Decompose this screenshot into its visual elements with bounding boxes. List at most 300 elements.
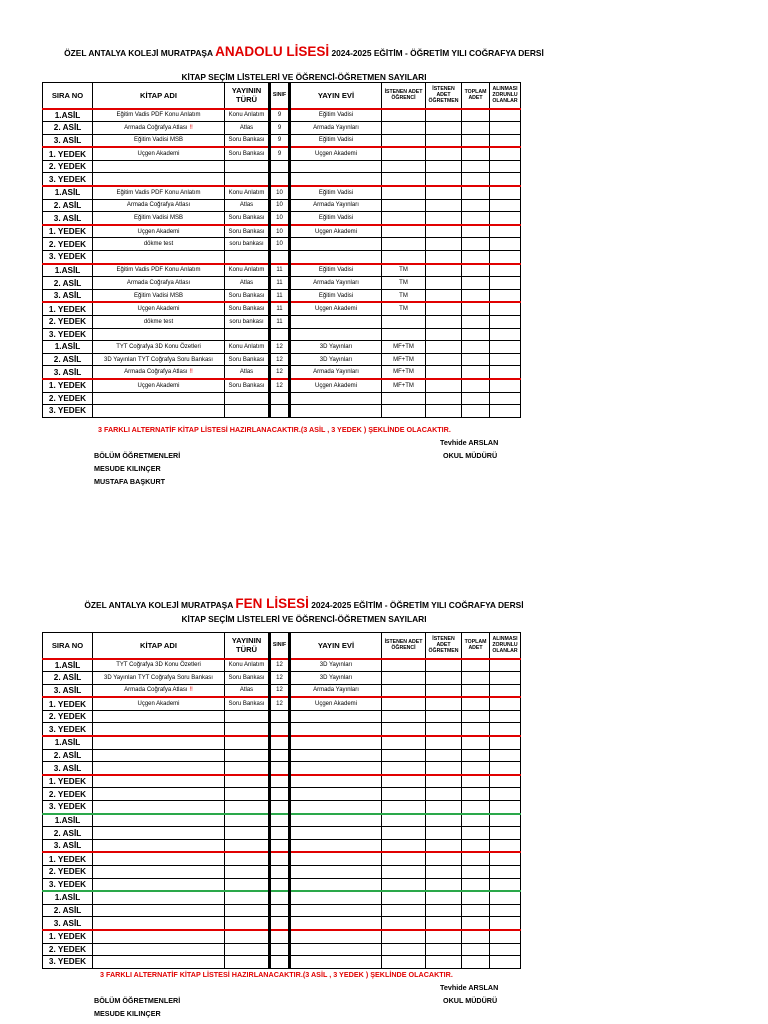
ogretmen-adet-cell (426, 891, 462, 904)
kitap-adi-cell (93, 160, 225, 173)
kitap-adi-cell (93, 762, 225, 775)
yayin-evi-cell: Eğitim Vadisi (290, 134, 382, 147)
sinif-cell (270, 392, 290, 405)
zorunlu-cell (490, 328, 521, 341)
toplam-adet-cell (462, 173, 490, 186)
zorunlu-cell (490, 866, 521, 879)
sinif-cell: 11 (270, 289, 290, 302)
yayin-evi-cell (290, 749, 382, 762)
table-row (43, 697, 521, 710)
sinif-cell (270, 788, 290, 801)
header-toplam: TOPLAM ADET (462, 633, 490, 659)
sheet2-note: 3 FARKLI ALTERNATİF KİTAP LİSTESİ HAZIRLANACAKTIR.(3 ASİL , 3 YEDEK ) ŞEKLİNDE OLACAKTIR. (100, 970, 453, 979)
kitap-adi-cell (93, 392, 225, 405)
yayin-evi-cell (290, 328, 382, 341)
table-row (43, 852, 521, 865)
table-row (43, 212, 521, 225)
sinif-cell: 12 (270, 672, 290, 685)
table-row (43, 672, 521, 685)
sira-no-cell: 1.ASİL (43, 814, 93, 827)
kitap-adi-cell (93, 405, 225, 418)
toplam-adet-cell (462, 684, 490, 697)
kitap-adi-cell (93, 956, 225, 969)
sinif-cell (270, 814, 290, 827)
toplam-adet-cell (462, 147, 490, 160)
yayin-turu-cell (225, 866, 270, 879)
zorunlu-cell (490, 827, 521, 840)
yayin-turu-cell: Soru Bankası (225, 379, 270, 392)
ogretmen-adet-cell (426, 697, 462, 710)
ogrenci-adet-cell: MF+TM (382, 353, 426, 366)
sheet1-subtitle: KİTAP SEÇİM LİSTELERİ VE ÖĞRENCİ-ÖĞRETMEN SAYILARI (181, 72, 427, 82)
kitap-adi-text: Uçgen Akademi (137, 151, 180, 158)
yayin-turu-cell (225, 762, 270, 775)
sira-no-cell: 3. YEDEK (43, 328, 93, 341)
ogrenci-adet-cell (382, 392, 426, 405)
ogretmen-adet-cell (426, 147, 462, 160)
sheet1-principal-title: OKUL MÜDÜRÜ (443, 451, 498, 460)
yayin-turu-cell: Soru Bankası (225, 212, 270, 225)
ogrenci-adet-cell (382, 788, 426, 801)
table-row (43, 710, 521, 723)
zorunlu-cell (490, 212, 521, 225)
yayin-turu-cell: Soru Bankası (225, 697, 270, 710)
yayin-evi-cell (290, 392, 382, 405)
yayin-evi-cell (290, 917, 382, 930)
table-row (43, 134, 521, 147)
ogrenci-adet-cell (382, 866, 426, 879)
ogretmen-adet-cell (426, 839, 462, 852)
toplam-adet-cell (462, 302, 490, 315)
table-row (43, 277, 521, 290)
zorunlu-cell (490, 134, 521, 147)
yayin-turu-cell (225, 801, 270, 814)
kitap-adi-text: Eğitim Vadisi MSB (134, 215, 183, 222)
sira-no-cell: 3. ASİL (43, 839, 93, 852)
ogretmen-adet-cell (426, 173, 462, 186)
yayin-evi-cell: 3D Yayınları (290, 341, 382, 354)
table-row (43, 684, 521, 697)
kitap-adi-cell (93, 302, 225, 315)
ogrenci-adet-cell (382, 316, 426, 329)
yayin-turu-cell: Soru Bankası (225, 353, 270, 366)
sira-no-cell: 1.ASİL (43, 891, 93, 904)
sinif-cell (270, 904, 290, 917)
toplam-adet-cell (462, 109, 490, 122)
table-row (43, 238, 521, 251)
yayin-turu-cell: Soru Bankası (225, 289, 270, 302)
toplam-adet-cell (462, 277, 490, 290)
sinif-cell: 10 (270, 225, 290, 238)
toplam-adet-cell (462, 225, 490, 238)
ogretmen-adet-cell (426, 723, 462, 736)
yayin-evi-cell (290, 852, 382, 865)
yayin-evi-cell: Eğitim Vadisi (290, 289, 382, 302)
ogretmen-adet-cell (426, 710, 462, 723)
sira-no-cell: 1. YEDEK (43, 775, 93, 788)
zorunlu-cell (490, 186, 521, 199)
toplam-adet-cell (462, 775, 490, 788)
yayin-evi-cell: 3D Yayınları (290, 353, 382, 366)
zorunlu-cell (490, 878, 521, 891)
table-row (43, 749, 521, 762)
toplam-adet-cell (462, 723, 490, 736)
kitap-adi-cell (93, 788, 225, 801)
sira-no-cell: 3. ASİL (43, 917, 93, 930)
kitap-adi-cell (93, 891, 225, 904)
toplam-adet-cell (462, 839, 490, 852)
toplam-adet-cell (462, 736, 490, 749)
ogrenci-adet-cell (382, 212, 426, 225)
zorunlu-cell (490, 405, 521, 418)
ogretmen-adet-cell (426, 341, 462, 354)
table-row (43, 316, 521, 329)
sira-no-cell: 2. ASİL (43, 122, 93, 135)
sheet2-book-table (42, 632, 521, 969)
sira-no-cell: 3. ASİL (43, 134, 93, 147)
table-row (43, 264, 521, 277)
toplam-adet-cell (462, 186, 490, 199)
ogrenci-adet-cell (382, 762, 426, 775)
ogrenci-adet-cell (382, 917, 426, 930)
ogretmen-adet-cell (426, 736, 462, 749)
zorunlu-cell (490, 264, 521, 277)
ogrenci-adet-cell (382, 710, 426, 723)
kitap-adi-cell (93, 186, 225, 199)
yayin-evi-cell (290, 160, 382, 173)
sheet1-school-name: ANADOLU LİSESİ (215, 44, 330, 59)
yayin-evi-cell: 3D Yayınları (290, 659, 382, 672)
sinif-cell (270, 173, 290, 186)
yayin-evi-cell (290, 405, 382, 418)
zorunlu-cell (490, 930, 521, 943)
sinif-cell: 9 (270, 147, 290, 160)
yayin-turu-cell: Soru Bankası (225, 302, 270, 315)
sira-no-cell: 3. ASİL (43, 684, 93, 697)
sheet1-book-table (42, 82, 521, 418)
yayin-evi-cell (290, 710, 382, 723)
kitap-adi-text: Eğitim Vadis PDF Konu Anlatım (116, 112, 201, 119)
sinif-cell (270, 839, 290, 852)
sinif-cell (270, 878, 290, 891)
sira-no-cell: 2. YEDEK (43, 866, 93, 879)
sinif-cell: 12 (270, 341, 290, 354)
ogrenci-adet-cell: MF+TM (382, 366, 426, 379)
ogrenci-adet-cell (382, 814, 426, 827)
yayin-turu-cell (225, 878, 270, 891)
kitap-adi-text: Armada Coğrafya Atlası (124, 369, 188, 376)
zorunlu-cell (490, 956, 521, 969)
sira-no-cell: 1. YEDEK (43, 697, 93, 710)
toplam-adet-cell (462, 160, 490, 173)
kitap-adi-cell (93, 943, 225, 956)
toplam-adet-cell (462, 904, 490, 917)
ogretmen-adet-cell (426, 264, 462, 277)
header-kitap: KİTAP ADI (93, 83, 225, 109)
kitap-adi-cell (93, 659, 225, 672)
sinif-cell (270, 866, 290, 879)
zorunlu-cell (490, 723, 521, 736)
sheet2-title (40, 598, 568, 611)
ogretmen-adet-cell (426, 392, 462, 405)
yayin-turu-cell: Soru Bankası (225, 225, 270, 238)
kitap-adi-cell (93, 277, 225, 290)
kitap-adi-cell (93, 147, 225, 160)
sinif-cell: 11 (270, 277, 290, 290)
sira-no-cell: 2. ASİL (43, 353, 93, 366)
kitap-adi-cell (93, 109, 225, 122)
sinif-cell: 12 (270, 659, 290, 672)
yayin-evi-cell: Eğitim Vadisi (290, 109, 382, 122)
sira-no-cell: 2. YEDEK (43, 788, 93, 801)
sinif-cell (270, 852, 290, 865)
zorunlu-cell (490, 904, 521, 917)
sira-no-cell: 3. YEDEK (43, 405, 93, 418)
zorunlu-cell (490, 672, 521, 685)
sinif-cell: 12 (270, 366, 290, 379)
yayin-evi-cell (290, 736, 382, 749)
table-row (43, 366, 521, 379)
toplam-adet-cell (462, 353, 490, 366)
header-zorunlu: ALINMASI ZORUNLU OLANLAR (490, 633, 521, 659)
zorunlu-cell (490, 353, 521, 366)
yayin-evi-cell (290, 904, 382, 917)
sinif-cell (270, 775, 290, 788)
ogretmen-adet-cell (426, 199, 462, 212)
yayin-evi-cell (290, 930, 382, 943)
kitap-adi-cell (93, 122, 225, 135)
zorunlu-cell (490, 852, 521, 865)
table-row (43, 891, 521, 904)
ogretmen-adet-cell (426, 852, 462, 865)
sinif-cell: 10 (270, 238, 290, 251)
kitap-adi-cell (93, 710, 225, 723)
zorunlu-cell (490, 775, 521, 788)
sira-no-cell: 3. YEDEK (43, 173, 93, 186)
ogretmen-adet-cell (426, 801, 462, 814)
toplam-adet-cell (462, 405, 490, 418)
yayin-turu-cell (225, 904, 270, 917)
zorunlu-cell (490, 238, 521, 251)
sira-no-cell: 3. YEDEK (43, 723, 93, 736)
yayin-turu-cell: soru bankası (225, 316, 270, 329)
ogrenci-adet-cell (382, 891, 426, 904)
sinif-cell (270, 723, 290, 736)
sheet2-teachers-label: BÖLÜM ÖĞRETMENLERİ (94, 996, 181, 1005)
sheet1-header-row (43, 83, 521, 109)
ogrenci-adet-cell (382, 839, 426, 852)
header-yayin: YAYIN EVİ (290, 633, 382, 659)
yayin-evi-cell: Armada Yayınları (290, 277, 382, 290)
yayin-evi-cell (290, 801, 382, 814)
table-row (43, 775, 521, 788)
toplam-adet-cell (462, 672, 490, 685)
header-sira: SIRA NO (43, 83, 93, 109)
table-row (43, 147, 521, 160)
sheet2-table-body (43, 659, 521, 969)
kitap-adi-cell (93, 904, 225, 917)
yayin-turu-cell: Atlas (225, 684, 270, 697)
ogrenci-adet-cell (382, 878, 426, 891)
sinif-cell: 12 (270, 697, 290, 710)
zorunlu-cell (490, 225, 521, 238)
ogrenci-adet-cell (382, 749, 426, 762)
yayin-evi-cell (290, 839, 382, 852)
table-row (43, 405, 521, 418)
table-row (43, 173, 521, 186)
sinif-cell (270, 930, 290, 943)
sira-no-cell: 1.ASİL (43, 186, 93, 199)
ogretmen-adet-cell (426, 788, 462, 801)
kitap-adi-text: Armada Coğrafya Atlası (124, 124, 188, 131)
table-row (43, 801, 521, 814)
header-tur: YAYININ TÜRÜ (225, 83, 270, 109)
kitap-adi-cell (93, 749, 225, 762)
sinif-cell: 11 (270, 302, 290, 315)
kitap-adi-text: Uçgen Akademi (137, 382, 180, 389)
kitap-adi-cell (93, 289, 225, 302)
sheet2-title-suffix: 2024-2025 EĞİTİM - ÖĞRETİM YILI COĞRAFYA DERSİ (311, 600, 524, 610)
zorunlu-cell (490, 788, 521, 801)
kitap-adi-cell (93, 225, 225, 238)
toplam-adet-cell (462, 289, 490, 302)
sinif-cell: 9 (270, 122, 290, 135)
sira-no-cell: 2. ASİL (43, 749, 93, 762)
yayin-turu-cell: Atlas (225, 366, 270, 379)
yayin-evi-cell (290, 775, 382, 788)
sinif-cell: 12 (270, 684, 290, 697)
ogrenci-adet-cell (382, 160, 426, 173)
yayin-turu-cell (225, 251, 270, 264)
table-row (43, 736, 521, 749)
zorunlu-cell (490, 839, 521, 852)
ogrenci-adet-cell (382, 801, 426, 814)
yayin-turu-cell: Soru Bankası (225, 672, 270, 685)
toplam-adet-cell (462, 366, 490, 379)
sheet2-teacher-1: MESUDE KILINÇER (94, 1009, 161, 1018)
kitap-adi-cell (93, 917, 225, 930)
ogretmen-adet-cell (426, 316, 462, 329)
sinif-cell: 11 (270, 316, 290, 329)
header-sira: SIRA NO (43, 633, 93, 659)
toplam-adet-cell (462, 328, 490, 341)
kitap-adi-text: dökme test (143, 241, 174, 248)
kitap-adi-cell (93, 684, 225, 697)
yayin-turu-cell (225, 710, 270, 723)
kitap-adi-text: Eğitim Vadisi MSB (134, 292, 183, 299)
zorunlu-cell (490, 684, 521, 697)
toplam-adet-cell (462, 866, 490, 879)
yayin-turu-cell: Soru Bankası (225, 134, 270, 147)
ogrenci-adet-cell (382, 943, 426, 956)
sinif-cell (270, 827, 290, 840)
toplam-adet-cell (462, 917, 490, 930)
yayin-evi-cell: Armada Yayınları (290, 122, 382, 135)
yayin-turu-cell (225, 405, 270, 418)
sira-no-cell: 1. YEDEK (43, 852, 93, 865)
ogretmen-adet-cell (426, 379, 462, 392)
sira-no-cell: 2. YEDEK (43, 238, 93, 251)
kitap-adi-text: Uçgen Akademi (137, 228, 180, 235)
toplam-adet-cell (462, 891, 490, 904)
sinif-cell (270, 917, 290, 930)
yayin-turu-cell (225, 173, 270, 186)
toplam-adet-cell (462, 697, 490, 710)
table-row (43, 302, 521, 315)
kitap-adi-text: Uçgen Akademi (137, 306, 180, 313)
toplam-adet-cell (462, 852, 490, 865)
sheet1-teacher-2: MUSTAFA BAŞKURT (94, 477, 166, 486)
table-row (43, 762, 521, 775)
table-row (43, 866, 521, 879)
yayin-evi-cell (290, 943, 382, 956)
ogretmen-adet-cell (426, 238, 462, 251)
sira-no-cell: 2. YEDEK (43, 316, 93, 329)
ogrenci-adet-cell (382, 186, 426, 199)
kitap-adi-text: Eğitim Vadisi MSB (134, 137, 183, 144)
yayin-turu-cell (225, 956, 270, 969)
ogretmen-adet-cell (426, 353, 462, 366)
sira-no-cell: 2. YEDEK (43, 392, 93, 405)
yayin-turu-cell: Atlas (225, 277, 270, 290)
ogrenci-adet-cell (382, 904, 426, 917)
ogretmen-adet-cell (426, 827, 462, 840)
ogrenci-adet-cell (382, 328, 426, 341)
yayin-turu-cell (225, 775, 270, 788)
zorunlu-cell (490, 814, 521, 827)
zorunlu-cell (490, 341, 521, 354)
toplam-adet-cell (462, 316, 490, 329)
kitap-adi-cell (93, 736, 225, 749)
ogrenci-adet-cell (382, 697, 426, 710)
table-row (43, 353, 521, 366)
ogrenci-adet-cell: MF+TM (382, 341, 426, 354)
ogrenci-adet-cell: TM (382, 302, 426, 315)
ogrenci-adet-cell (382, 251, 426, 264)
zorunlu-cell (490, 173, 521, 186)
kitap-adi-cell (93, 878, 225, 891)
table-row (43, 392, 521, 405)
ogretmen-adet-cell (426, 225, 462, 238)
ogrenci-adet-cell (382, 405, 426, 418)
yayin-evi-cell (290, 866, 382, 879)
sheet1-teachers-label: BÖLÜM ÖĞRETMENLERİ (94, 451, 181, 460)
ogretmen-adet-cell (426, 775, 462, 788)
sira-no-cell: 1.ASİL (43, 264, 93, 277)
sira-no-cell: 1. YEDEK (43, 930, 93, 943)
ogrenci-adet-cell (382, 134, 426, 147)
sheet1-title-prefix: ÖZEL ANTALYA KOLEJİ MURATPAŞA (64, 48, 213, 58)
yayin-turu-cell (225, 328, 270, 341)
yayin-turu-cell (225, 749, 270, 762)
toplam-adet-cell (462, 943, 490, 956)
kitap-adi-text: Eğitim Vadis PDF Konu Anlatım (116, 267, 201, 274)
yayin-evi-cell: Uçgen Akademi (290, 225, 382, 238)
table-row (43, 379, 521, 392)
ogrenci-adet-cell (382, 173, 426, 186)
toplam-adet-cell (462, 930, 490, 943)
yayin-turu-cell (225, 839, 270, 852)
toplam-adet-cell (462, 392, 490, 405)
sinif-cell: 10 (270, 199, 290, 212)
zorunlu-cell (490, 697, 521, 710)
kitap-adi-cell (93, 353, 225, 366)
kitap-adi-cell (93, 852, 225, 865)
ogretmen-adet-cell (426, 251, 462, 264)
ogretmen-adet-cell (426, 749, 462, 762)
toplam-adet-cell (462, 710, 490, 723)
kitap-adi-text: 3D Yayınları TYT Coğrafya Soru Bankası (104, 356, 213, 363)
